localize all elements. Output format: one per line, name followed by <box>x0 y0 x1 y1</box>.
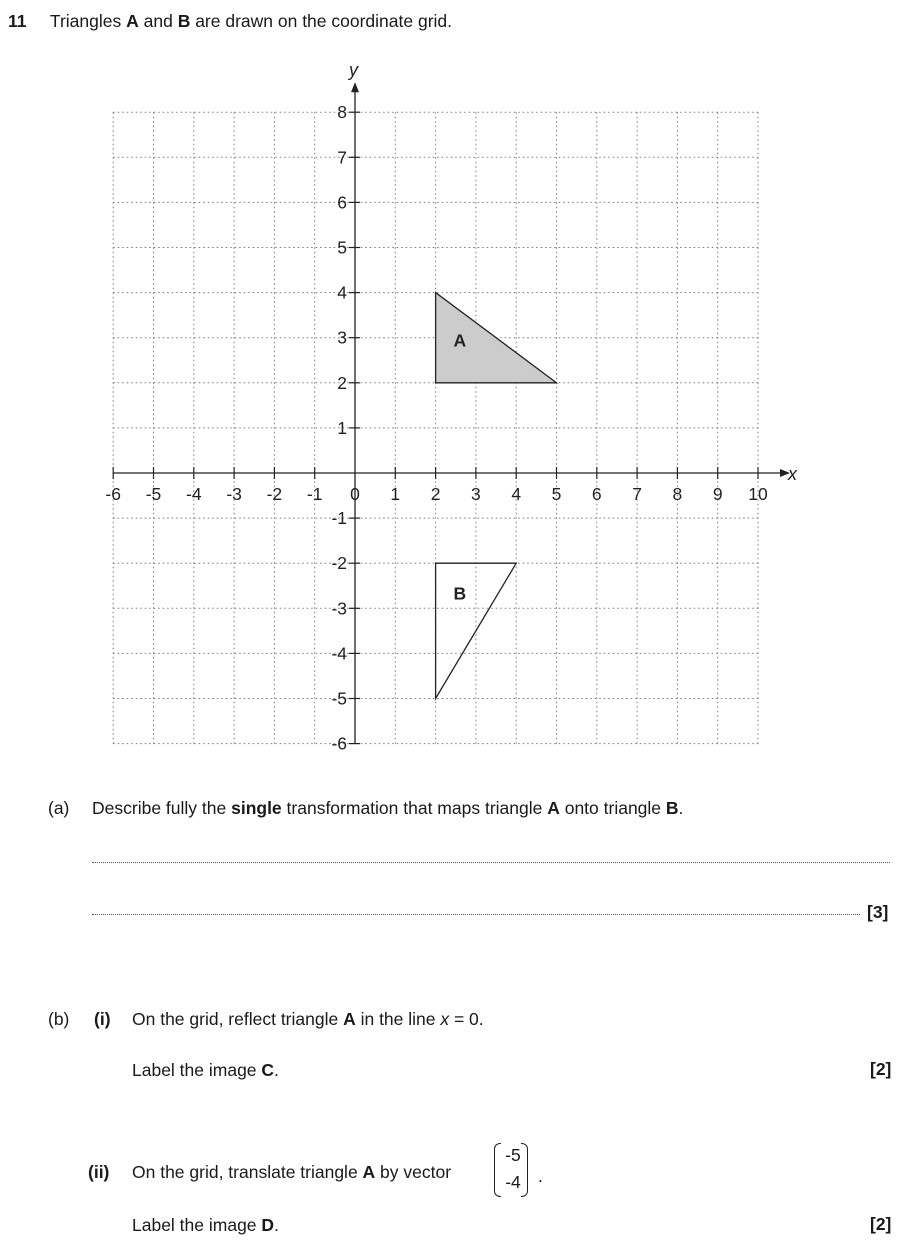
y-axis-label: y <box>349 60 358 81</box>
part-b-label: (b) <box>48 1009 70 1029</box>
x-tick-label: -2 <box>266 484 283 504</box>
part-b-ii-label-instruction: Label the image D. <box>132 1215 279 1235</box>
y-axis-arrow <box>351 82 359 92</box>
y-tick-label: 8 <box>337 102 347 123</box>
part-b-i-label: (i) <box>94 1009 111 1029</box>
answer-line-1[interactable] <box>92 862 890 863</box>
x-tick-label: -5 <box>145 484 162 504</box>
vector-left-bracket <box>494 1143 501 1197</box>
triangle-b-label: B <box>453 583 467 604</box>
part-b-i-label-instruction: Label the image C. <box>132 1060 279 1080</box>
part-b-i-marks: [2] <box>870 1059 892 1079</box>
y-tick-label: 1 <box>337 417 347 438</box>
x-tick-label: 1 <box>390 484 401 504</box>
question-number: 11 <box>8 11 27 31</box>
y-tick-label: -1 <box>331 508 347 529</box>
y-tick-label: 3 <box>337 327 347 348</box>
part-a-label: (a) <box>48 798 70 818</box>
vector-right-bracket <box>521 1143 528 1197</box>
y-tick-label: 7 <box>337 147 347 168</box>
x-tick-label: 5 <box>551 484 562 504</box>
part-a-text: Describe fully the single transformation that maps triangle A onto triangle B. <box>92 798 684 818</box>
x-tick-label: -4 <box>186 484 202 504</box>
y-tick-label: -5 <box>331 688 347 709</box>
x-tick-label: -1 <box>306 484 323 504</box>
x-tick-label: 9 <box>712 484 723 504</box>
part-b-ii-label: (ii) <box>88 1162 110 1182</box>
y-tick-label: -2 <box>331 553 347 574</box>
part-a-marks: [3] <box>867 902 889 922</box>
x-tick-label: 7 <box>632 484 642 504</box>
x-tick-label: 3 <box>471 484 481 504</box>
x-tick-label: 0 <box>350 484 360 504</box>
answer-line-2[interactable] <box>92 914 860 915</box>
triangle-b <box>436 563 517 698</box>
vector-bottom: -4 <box>505 1172 521 1192</box>
y-tick-label: 4 <box>337 282 347 303</box>
y-tick-label: 5 <box>337 237 347 258</box>
y-tick-label: -3 <box>331 598 347 619</box>
y-tick-label: -4 <box>331 643 347 664</box>
part-b-i-text: On the grid, reflect triangle A in the line x = 0. <box>132 1009 484 1029</box>
y-tick-label: -6 <box>331 733 347 754</box>
column-vector <box>494 1143 534 1199</box>
x-tick-label: 4 <box>511 484 522 504</box>
question-intro: 11 Triangles A and B are drawn on the coordinate grid. <box>8 11 453 31</box>
triangle-a-label: A <box>453 330 467 351</box>
part-b-ii-text: On the grid, translate triangle A by vector <box>132 1162 452 1182</box>
part-b-ii-marks: [2] <box>870 1214 892 1234</box>
x-axis-label: x <box>788 464 797 484</box>
y-tick-label: 2 <box>337 372 347 393</box>
vector-period: . <box>538 1166 543 1186</box>
x-tick-label: 8 <box>672 484 683 504</box>
x-tick-label: 10 <box>748 484 768 504</box>
x-tick-label: 2 <box>430 484 441 504</box>
x-tick-label: 6 <box>591 484 602 504</box>
x-tick-label: -3 <box>226 484 242 504</box>
x-tick-label: -6 <box>105 484 121 504</box>
y-tick-label: 6 <box>337 192 347 213</box>
vector-top: -5 <box>505 1145 521 1165</box>
